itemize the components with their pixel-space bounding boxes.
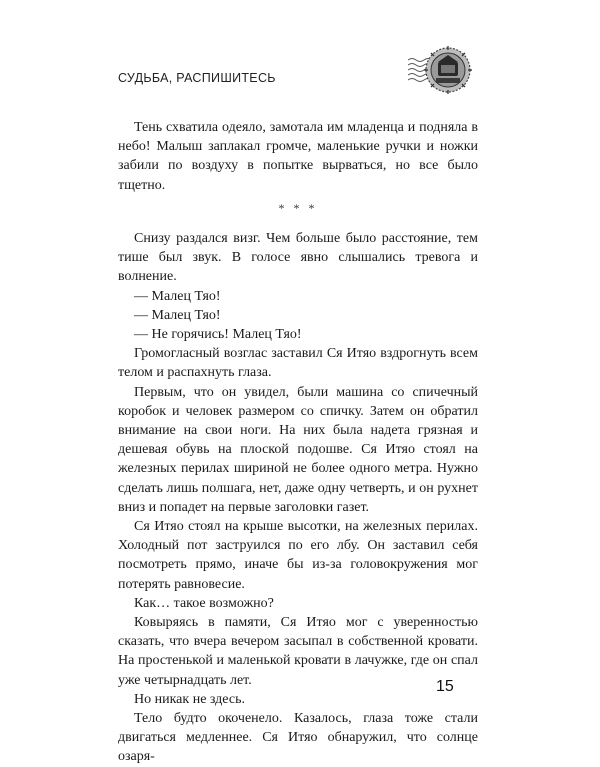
text-block-1 [118,118,478,195]
dialogue-line: — Малец Тяо! [134,288,221,304]
paragraph: Но никак не здесь. [134,691,245,707]
dialogue-line: — Не горячись! Малец Тяо! [134,327,302,343]
paragraph: Тень схватила одеяло, замотала им младенца и подняла в небо! Малыш заплакал громче, маленькие ручки и ножки забили по воздуху в попытке вырваться, но все было тщетно. [118,120,478,193]
page-number: 15 [436,678,454,695]
running-head: СУДЬБА, РАСПИШИТЕСЬ [118,71,276,85]
stamp-graphic [408,38,474,104]
paragraph: Тело будто окоченело. Казалось, глаза тоже стали двигаться медленнее. Ся Итяо обнаружил, что солнце озаря- [118,711,478,765]
paragraph: Первым, что он увидел, были машина со спичечный коробок и человек размером со спичку. Затем он обратил внимание на свои ноги. На них была надета грязная и дешевая обувь на плоской подошве. Ся Итяо стоял на железных перилах шириной не более одного метра. Нужно сделать лишь полшага, нет, даже одну четверть, и он рухнет вниз и попадет на первые заголовки газет. [118,384,478,515]
text-block-2 [118,229,478,767]
section-separator: * * * [278,201,318,215]
paragraph: Снизу раздался визг. Чем больше было расстояние, тем тише был звук. В голосе явно слышались тревога и волнение. [118,231,478,285]
paragraph: Ся Итяо стоял на крыше высотки, на железных перилах. Холодный пот заструился по его лбу. Он заставил себя посмотреть прямо, иначе бы из-за головокружения мог потерять равновесие. [118,519,478,592]
paragraph: Громогласный возглас заставил Ся Итяо вздрогнуть всем телом и распахнуть глаза. [118,346,478,381]
paragraph: Ковыряясь в памяти, Ся Итяо мог с уверенностью сказать, что вчера вечером засыпал в собственной кровати. На простенькой и маленькой кровати в лачужке, где он спал уже четырнадцать лет. [118,615,478,688]
postmark-stamp-icon [408,38,474,104]
dialogue-line: — Малец Тяо! [134,307,221,323]
paragraph: Как… такое возможно? [134,595,274,611]
